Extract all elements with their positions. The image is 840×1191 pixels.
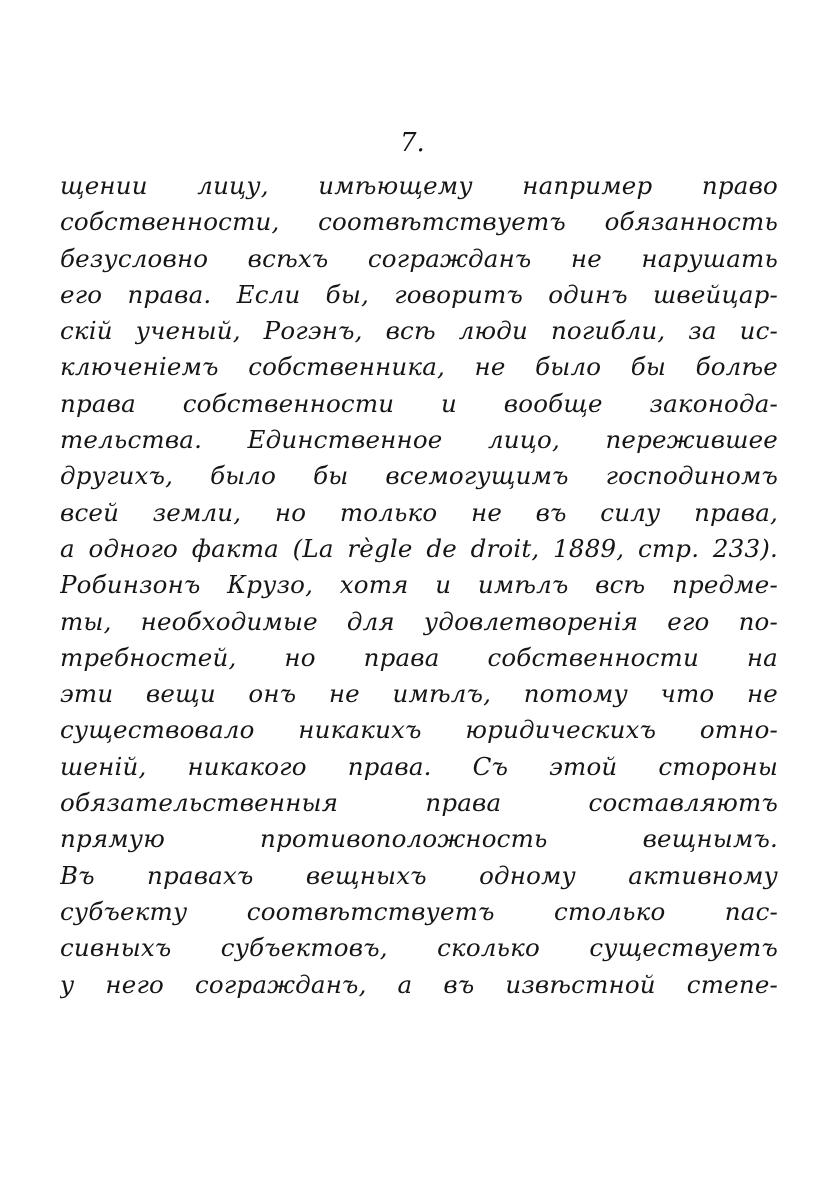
text-line: существовало никакихъ юридическихъ отно-: [60, 715, 778, 745]
text-line: сивныхъ субъектовъ, сколько существуетъ: [60, 933, 778, 963]
text-line: Робинзонъ Крузо, хотя и имѣлъ всѣ предме-: [60, 570, 778, 600]
text-line: прямую противоположность вещнымъ.: [60, 824, 778, 854]
page-number: 7.: [400, 128, 425, 158]
text-line: Въ правахъ вещныхъ одному активному: [60, 860, 778, 890]
text-line: права собственности и вообще законода-: [60, 388, 778, 418]
handwritten-text-body: [60, 168, 778, 1003]
text-line: безусловно всѣхъ согражданъ не нарушать: [60, 243, 778, 273]
text-line: его права. Если бы, говоритъ одинъ швейцар-: [60, 279, 778, 309]
text-line: требностей, но права собственности на: [60, 642, 778, 672]
text-line: собственности, соотвѣтствуетъ обязанность: [60, 207, 778, 237]
text-line: эти вещи онъ не имѣлъ, потому что не: [60, 679, 778, 709]
text-line: щении лицу, имѣющему например право: [60, 171, 778, 200]
text-line: ты, необходимые для удовлетворенія его по-: [60, 606, 778, 636]
text-line: всей земли, но только не въ силу права,: [60, 497, 778, 527]
text-line: шеній, никакого права. Съ этой стороны: [60, 751, 778, 781]
text-line: ключеніемъ собственника, не было бы болѣе: [60, 352, 778, 382]
text-line: тельства. Единственное лицо, пережившее: [60, 425, 778, 455]
text-line: субъекту соотвѣтствуетъ столько пас-: [60, 896, 778, 926]
text-line: скій ученый, Рогэнъ, всѣ люди погибли, за ис-: [60, 316, 778, 346]
text-line: обязательственныя права составляютъ: [60, 788, 778, 818]
text-line: другихъ, было бы всемогущимъ господиномъ: [60, 461, 778, 491]
text-line: у него согражданъ, а въ извѣстной степе-: [60, 969, 778, 999]
text-line: а одного факта (La règle de droit, 1889, стр. 233).: [60, 533, 778, 563]
